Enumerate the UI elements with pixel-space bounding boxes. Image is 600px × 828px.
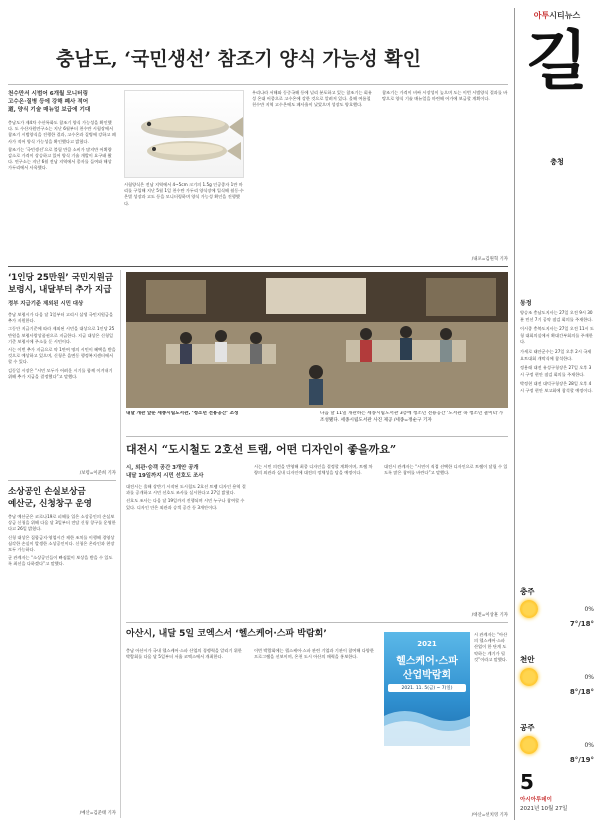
- story4-sub-1: 시, 외관·승객 공간 3개안 공개: [126, 465, 199, 471]
- weather-cheonan: [520, 654, 594, 696]
- story2-headline: ‘1인당 25만원’ 국민지원금: [8, 273, 114, 283]
- photo-caption-text: 다음 달 11일 개관하는 세종시립도서관 3층에 청소년 전용공간 ‘도서관 속 청소년 놀이터’가 조성됐다. 세종시립도서관 사진 제공: [320, 411, 504, 423]
- story3-headline-2: 예산군, 신청창구 운영: [8, 499, 92, 509]
- paragraph: 우리나라 서해와 동중국해 등에 널리 분포하고 있는 참조기는 회유성 온대 어종으로 고수온에 강한 것으로 알려져 있다. 올해 여름철 천수만 지역 고수온에도 폐사율이 낮았으며 성장도 양호했다.: [252, 90, 372, 108]
- story5-headline: 아산시, 내달 5일 코엑스서 ‘헬스케어·스파 박람회’: [126, 629, 327, 639]
- paragraph: 시는 이번 추가 지급으로 약 1만여 명의 시민이 혜택을 받을 것으로 예상하고 있으며, 신청은 읍면동 행정복지센터에서 할 수 있다.: [8, 347, 116, 365]
- poster-date: 2021. 11. 5(금) ~ 7(일): [388, 684, 466, 692]
- fish-illustration: [125, 91, 244, 178]
- top-story-col-2: [124, 182, 244, 264]
- story2-headline-2: 보령시, 내달부터 추가 지급: [8, 285, 112, 295]
- sun-icon: [520, 736, 538, 754]
- story-divider: [126, 436, 508, 437]
- fish-photo: [124, 90, 244, 178]
- weather-temp: 8°/19°: [569, 756, 594, 764]
- weather-temp: 8°/18°: [569, 688, 594, 696]
- top-story-col-1: [8, 120, 116, 260]
- main-content: [8, 8, 508, 820]
- weather-region: 천안: [520, 655, 535, 664]
- poster-title-2: 산업박람회: [402, 670, 452, 681]
- top-rule: [8, 84, 508, 85]
- region-label: 충청: [550, 158, 564, 166]
- note-item: 가세로 태안군수는 27일 오후 2시 국제 요트대회 개막식에 참석한다.: [520, 348, 592, 361]
- note-item: 박정현 대전 대덕구청장은 28일 오후 4시 구정 현안 보고회에 참석할 예정이다.: [520, 381, 593, 393]
- weather-region: 공주: [520, 723, 535, 732]
- story5-col-1: [126, 648, 246, 818]
- story-divider: [8, 480, 116, 481]
- top-story-col-3: [252, 90, 374, 264]
- story3-headline: 소상공인 손실보상금: [8, 487, 86, 497]
- paragraph: 대전시 관계자는 “시민이 직접 선택한 디자인으로 트램이 달릴 수 있도록 많은 참여를 바란다”고 말했다.: [384, 464, 508, 476]
- story2-body: [8, 312, 116, 472]
- paragraph: 이번 박람회에는 헬스케어·스파 관련 기업과 기관이 참여해 다양한 프로그램을 선보이며, 온천 도시 아산의 매력을 홍보한다.: [254, 648, 374, 660]
- issue-date: 2021년 10월 27일: [520, 806, 568, 812]
- weather-precip: 0%: [584, 605, 594, 613]
- photo-caption: [126, 411, 316, 418]
- story4-headline: 대전시 “도시철도 2호선 트램, 어떤 디자인이 좋을까요”: [126, 443, 397, 456]
- photo-caption-byline: /세종=정순구 기자: [393, 417, 432, 423]
- paragraph: 군 관계자는 “소상공인들이 빠짐없이 보상을 받을 수 있도록 최선을 다하겠다”고 말했다.: [8, 555, 113, 567]
- notes-body: [520, 310, 594, 500]
- paragraph: 충남 보령시가 다음 달 1일부터 고리시 삼생 국민지원금을 추가 지원한다.: [8, 312, 114, 324]
- weather-precip: 0%: [584, 673, 594, 681]
- story-divider: [126, 622, 508, 623]
- weather-chungju: [520, 586, 594, 628]
- paragraph: 충남 예산군은 코로나19로 피해를 입은 소상공인의 손실보상금 신청을 위해 다음 달 3일부터 전담 신청 창구를 운영한다고 26일 밝혔다.: [8, 514, 116, 532]
- classroom-illustration: [126, 272, 508, 408]
- top-story-deck: [8, 90, 116, 114]
- paragraph: 김동일 시장은 “시민 모두가 어려운 시기를 함께 이겨내기 위해 추가 지급을 결정했다”고 말했다.: [8, 367, 113, 379]
- story5-col-2: [254, 648, 376, 818]
- deck-line: 道, 양식 기술 매뉴얼 보급에 기대: [8, 107, 91, 113]
- story4-byline: /대전=이상훈 기자: [471, 613, 508, 618]
- story5-byline: /아산=선치영 기자: [471, 813, 508, 818]
- weather-gongju: [520, 722, 594, 764]
- top-story-byline: /내포=김원혁 기자: [471, 257, 508, 262]
- story3-byline: /예산=김준태 기자: [79, 811, 116, 816]
- page-footer: [520, 770, 594, 812]
- note-item: 이시종 충북도지사는 27일 오전 11시 도청 대회의실에서 확대간부회의를 주재한다.: [520, 326, 594, 345]
- photo-caption-title: 내달 개관 앞둔 세종시립도서관, ‘청소년 전용공간’ 조성: [126, 411, 239, 416]
- story4-col-2: [254, 464, 376, 620]
- paragraph: 신청 대상은 집합금지·영업시간 제한 조치를 이행해 경영상 심각한 손실이 발생한 소상공인이다. 신청은 온라인과 현장 모두 가능하다.: [8, 534, 115, 553]
- sun-icon: [520, 600, 538, 618]
- deck-line: 고수온·질병 등에 강해 폐사 적어: [8, 99, 89, 105]
- paragraph: 충남도가 제4차 수산특화도 참조기 양식 가능성을 확인했다. 도 수산자원연구소는 지난 6월부터 천수만 시험장에서 참조기 시범양식을 진행한 결과, 고수온과 질병에 강하고 폐사가 적어 양식 가능성을 확인했다고 밝혔다.: [8, 120, 116, 144]
- top-story-col-4: [382, 90, 508, 258]
- photo-caption-body: [320, 411, 508, 431]
- story2-byline: /보령=이준희 기자: [79, 471, 116, 476]
- classroom-photo: [126, 272, 508, 408]
- paragraph: 충남 아산시가 국내 헬스케어·스파 산업의 경쟁력을 알리기 위한 박람회를 다음 달 5일부터 서울 코엑스에서 개최한다.: [126, 648, 242, 660]
- notes-title: 동정: [520, 300, 532, 307]
- paragraph: 참조기는 가격이 비싸 시장성이 높으며 도는 이번 시범양식 결과를 바탕으로 양식 기술 매뉴얼을 마련해 어가에 보급할 계획이다.: [382, 90, 508, 102]
- story4-col-1: [126, 484, 246, 620]
- note-item: 정용래 대전 유성구청장은 27일 오후 3시 구정 현안 점검 회의를 주재한다.: [520, 365, 592, 377]
- gil-logo: 길: [526, 24, 588, 99]
- notes-box: [520, 298, 594, 500]
- paragraph: 그동안 지급기준에 따라 제외된 시민을 대상으로 1인당 25만원을 보령사랑상품권으로 지급한다. 지급 대상은 신청일 기준 보령시에 주소를 둔 시민이다.: [8, 326, 115, 344]
- story4-sub-2: 내달 19일까지 시민 선호도 조사: [126, 473, 204, 479]
- paragraph: 시는 시민 의견을 반영해 최종 디자인을 결정할 계획이며, 트램 차량의 외관과 실내 디자인에 대전의 정체성을 담을 예정이다.: [254, 464, 373, 476]
- poster-title-1: 헬스케어·스파: [396, 656, 458, 667]
- weather-temp: 7°/18°: [569, 620, 594, 628]
- poster-wave: [384, 696, 470, 746]
- story2-sub: 정부 지급기준 제외된 시민 대상: [8, 301, 84, 307]
- story3-body: [8, 514, 116, 814]
- sidebar-brand: [520, 10, 594, 21]
- story5-col-3: [474, 632, 508, 746]
- column-divider: [120, 270, 121, 818]
- sidebar: [514, 8, 594, 820]
- paragraph: 시 관계자는 “아산의 헬스케어·스파 산업이 한 단계 도약하는 계기가 될 것”이라고 말했다.: [474, 632, 508, 662]
- section-rule: [8, 266, 508, 267]
- brand-suffix: 시티뉴스: [549, 11, 581, 20]
- paragraph: 시험양식은 전남 지역에서 4~5cm 크기의 1.5g 인공종자 1만 마리를 구입해 지난 5월 1일 천수만 가두리 양식장에 입식해 월동·수온별 성장과 고도 등을 모니터링하며 양식 가능성 확인을 진행했다.: [124, 182, 244, 206]
- paragraph: 대전시는 올해 상반기 시작된 도시철도 2호선 트램 디자인 용역 결과를 공개하고 시민 선호도 조사를 실시한다고 27일 밝혔다.: [126, 484, 246, 496]
- brand-prefix: 아투: [533, 11, 550, 20]
- note-item: 양승조 충남도지사는 27일 오전 9시 30분 민선 7기 공약 점검 회의를 주재한다.: [520, 310, 593, 322]
- poster-year: 2021: [417, 640, 437, 648]
- sun-icon: [520, 668, 538, 686]
- paragraph: 참조기는 ‘국민생선’으로 불릴 만큼 소비가 많지만 어획량 감소로 가격이 상승하고 있어 양식 기술 개발이 요구돼 왔다. 연구소는 지난 6월 전남 지역에서 종자를 들여와 해상 가두리에서 사육했다.: [8, 146, 112, 171]
- publisher-name: 아시아투데이: [520, 797, 552, 803]
- story4-col-3: [384, 464, 508, 612]
- weather-region: 충주: [520, 587, 535, 596]
- paragraph: 선호도 조사는 다음 달 19일까지 진행되며 시민 누구나 참여할 수 있다. 디자인 안은 외관과 승객 공간 등 3개안이다.: [126, 498, 245, 510]
- weather-precip: 0%: [584, 741, 594, 749]
- top-story-headline: 충남도, ‘국민생선’ 참조기 양식 가능성 확인: [56, 48, 421, 70]
- page-number: 5: [520, 770, 534, 794]
- deck-line: 천수만서 시범어 6개월 모니터링: [8, 91, 88, 97]
- expo-poster: [384, 632, 470, 746]
